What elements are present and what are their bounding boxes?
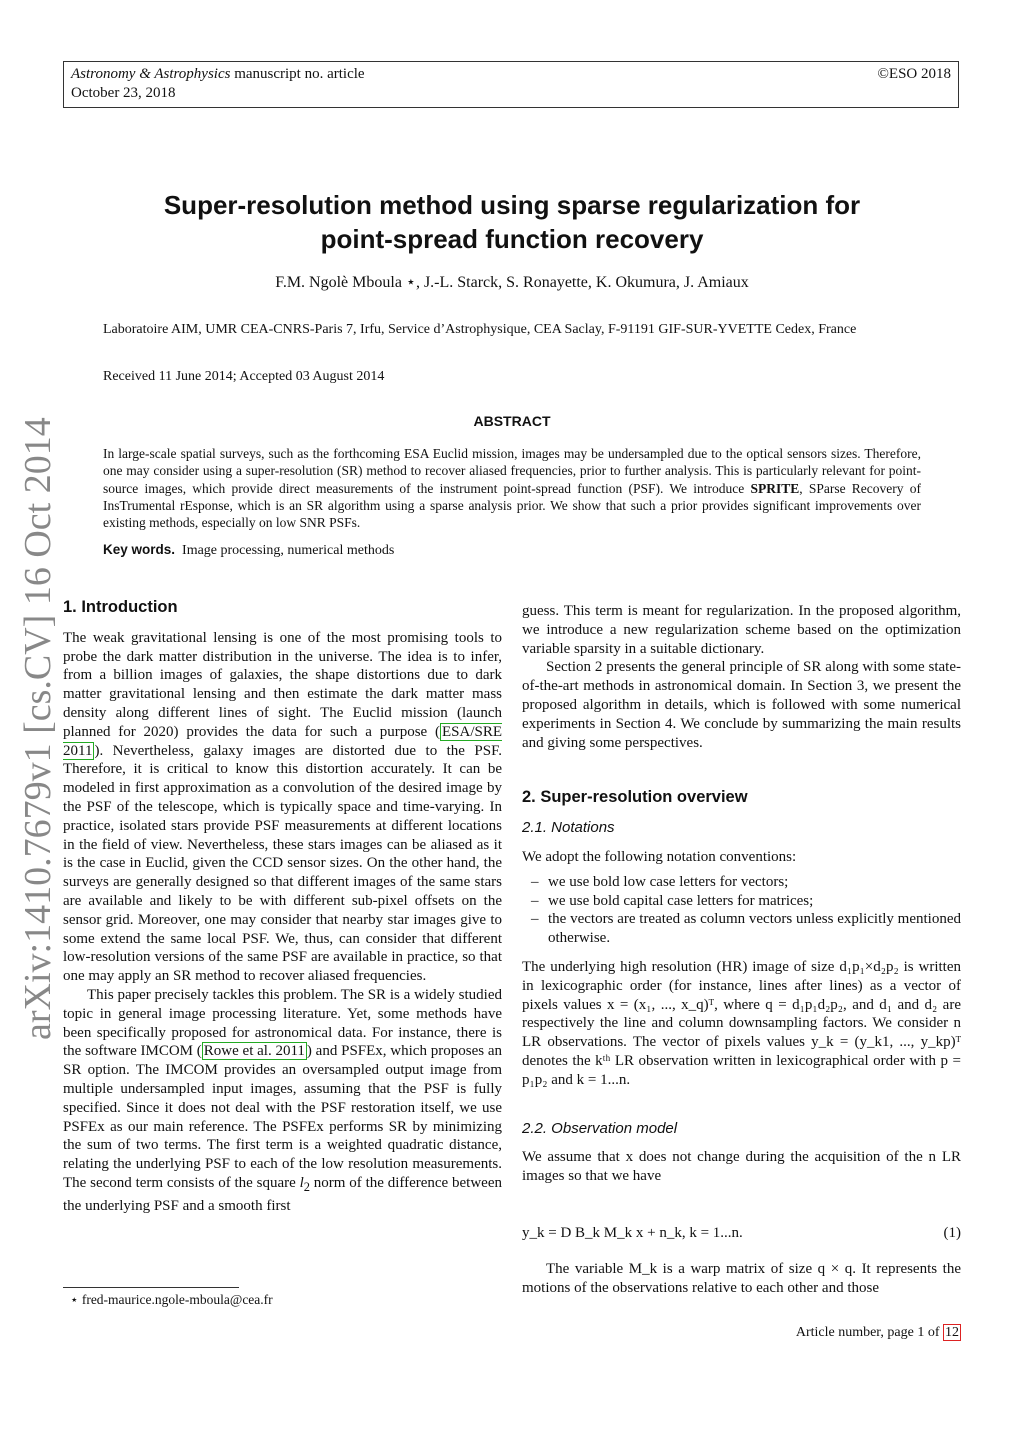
citation-esa-sre[interactable]: ESA/SRE 2011 (63, 723, 502, 759)
warp-matrix-paragraph: The variable M_k is a warp matrix of size q × q. It represents the motions of the observations relative to each other and those (522, 1260, 961, 1296)
received-dates: Received 11 June 2014; Accepted 03 August 2014 (103, 369, 385, 384)
notation-list (522, 873, 961, 948)
footnote-rule (63, 1287, 239, 1288)
intro-paragraph-1 (63, 629, 502, 986)
author-list: F.M. Ngolè Mboula ⋆, J.-L. Starck, S. Ronayette, K. Okumura, J. Amiaux (275, 274, 749, 291)
notation-intro: We adopt the following notation conventions: (522, 848, 797, 865)
right-paragraph-2: Section 2 presents the general principle of SR along with some state-of-the-art methods in astronomical domain. In Section 3, we present the proposed algorithm in details, which is followed with some numerical experiments in Section 4. We conclude by summarizing the main results and giving some perspectives. (522, 659, 961, 751)
hr-image-paragraph: The underlying high resolution (HR) image of size d₁p₁×d₂p₂ is written in lexicographic order (for instance, lines after lines) as a vector of pixels values x = (x₁, ..., x_q)ᵀ, where q = d₁p₁d₂p₂, and d₁ and d₂ are respectively the line and column downsampling factors. We consider n LR observations. The vector of pixels values y_k = (y_k1, ..., y_kp)ᵀ denotes the kᵗʰ LR observation written in lexicographical order with p = p₁p₂ and k = 1...n. (522, 958, 961, 1088)
subsection-2-1-heading: 2.1. Notations (522, 819, 615, 837)
l2-symbol: l (299, 1174, 304, 1191)
keywords-label: Key words. (103, 542, 176, 557)
keywords-text: Image processing, numerical methods (182, 543, 395, 558)
title-line-1: Super-resolution method using sparse regularization for (163, 190, 861, 220)
list-item: – we use bold low case letters for vectors; (531, 873, 789, 890)
section-1-heading: 1. Introduction (63, 598, 178, 616)
bullet-text-3: the vectors are treated as column vectors unless explicitly mentioned otherwise. (548, 911, 961, 947)
equation-body: y_k = D B_k M_k x + n_k, k = 1...n. (522, 1224, 743, 1241)
abstract-heading: ABSTRACT (473, 413, 551, 429)
intro-p2-b: ) and PSFEx, which proposes an SR option. The IMCOM provides an oversampled output image from multiple undersampled input images, assuming that the PSF is fully specified. Since it does not deal with the PSF restoration itself, we use PSFEx as our main reference. The PSFEx performs SR by minimizing the sum of two terms. The first term is a weighted quadratic distance, relating the underlying PSF to each of the low resolution measurements. The second term consists of the square (63, 1043, 502, 1191)
bullet-text-2: we use bold capital case letters for matrices; (548, 892, 814, 909)
right-column (522, 602, 961, 1298)
intro-p1-b: ). Nevertheless, galaxy images are distorted due to the PSF. Therefore, it is critical to know this distortion accurately. It can be modeled in first approximation as a convolution of the desired image by the PSF of the telescope, which is typically space and time-varying. In practice, isolated stars provide PSF measurements at different locations in the field of view. Nevertheless, these stars images can be aliased as it is the case in Euclid, given the CCD sensor sizes. On the other hand, the surveys are generally designed so that different images of the same stars are available and likely to be with different sub-pixel offsets on the sensor grid. Moreover, one may consider that nearby star images give to some extend the same local PSF. We, thus, can consider that different low-resolution versions of the same PSF are available in practice, so that one may apply an SR method to recover aliased frequencies. (63, 742, 502, 985)
abstract-part-a: In large-scale spatial surveys, such as the forthcoming ESA Euclid mission, images may be undersampled due to the optical sensors sizes. Therefore, one may consider using a super-resolution (SR) method to recover aliased frequencies, prior to further analysis. This is particularly relevant for point-source images, which provide direct measurements of the instrument point-spread function (PSF). We introduce (103, 446, 921, 496)
page-footer-text: Article number, page 1 of (795, 1325, 943, 1340)
list-item: – we use bold capital case letters for matrices; (531, 892, 814, 909)
manuscript-label: manuscript no. article (234, 66, 365, 82)
paper-title (80, 188, 944, 256)
copyright: ©ESO 2018 (877, 66, 951, 82)
list-item: – the vectors are treated as column vectors unless explicitly mentioned otherwise. (531, 911, 961, 947)
abstract-part-b: , SParse Recovery of InsTrumental rEsponse, which is an SR algorithm using a sparse analysis prior. We show that such a prior provides significant improvements over existing methods, especially on low SNR PSFs. (103, 480, 921, 531)
page-footer (796, 1325, 961, 1341)
section-2-heading: 2. Super-resolution overview (522, 788, 748, 807)
arxiv-stamp: arXiv:1410.7679v1 [cs.CV] 16 Oct 2014 (17, 417, 59, 1040)
intro-p2-c: norm of the difference between the underlying PSF and a smooth first (63, 1174, 502, 1214)
citation-rowe[interactable]: Rowe et al. 2011 (203, 1043, 305, 1060)
observation-paragraph: We assume that x does not change during the acquisition of the n LR images so that we have (522, 1149, 961, 1185)
intro-p1-a: The weak gravitational lensing is one of the most promising tools to probe the dark matter distribution in the universe. The idea is to infer, from a billion images of galaxies, the shape distortions due to dark matter gravitational lensing and then estimate the dark matter mass density along different lines of sight. The Euclid mission (launch planned for 2020) provides the data for such a purpose ( (63, 629, 502, 740)
abstract-text (103, 445, 921, 531)
subsection-2-2-heading: 2.2. Observation model (522, 1119, 678, 1137)
total-pages-link[interactable]: 12 (945, 1325, 959, 1340)
header-date: October 23, 2018 (71, 85, 176, 101)
journal-name: Astronomy & Astrophysics (71, 66, 231, 82)
equation-1 (522, 1224, 961, 1244)
right-paragraph-1: guess. This term is meant for regularization. In the proposed algorithm, we introduce a new regularization scheme based on the optimization variable sparsity in a suitable dictionary. (522, 603, 961, 657)
journal-header (63, 61, 959, 108)
intro-paragraph-2 (63, 986, 502, 1216)
bullet-text-1: we use bold low case letters for vectors; (548, 873, 789, 890)
intro-p2-a: This paper precisely tackles this problem. The SR is a widely studied topic in general image processing literature. Yet, some methods have been specifically proposed for astronomical data. For instance, there is the software IMCOM ( (63, 986, 502, 1060)
equation-number: (1) (943, 1224, 961, 1241)
sprite-name: SPRITE (750, 480, 800, 496)
footnote-email: ⋆ fred-maurice.ngole-mboula@cea.fr (70, 1292, 273, 1307)
title-line-2: point-spread function recovery (320, 224, 704, 254)
affiliation: Laboratoire AIM, UMR CEA-CNRS-Paris 7, Irfu, Service d’Astrophysique, CEA Saclay, F-91191 GIF-SUR-YVETTE Cedex, France (103, 322, 857, 337)
l2-subscript: 2 (303, 1179, 310, 1194)
keywords (103, 542, 394, 559)
left-column (63, 598, 502, 1216)
